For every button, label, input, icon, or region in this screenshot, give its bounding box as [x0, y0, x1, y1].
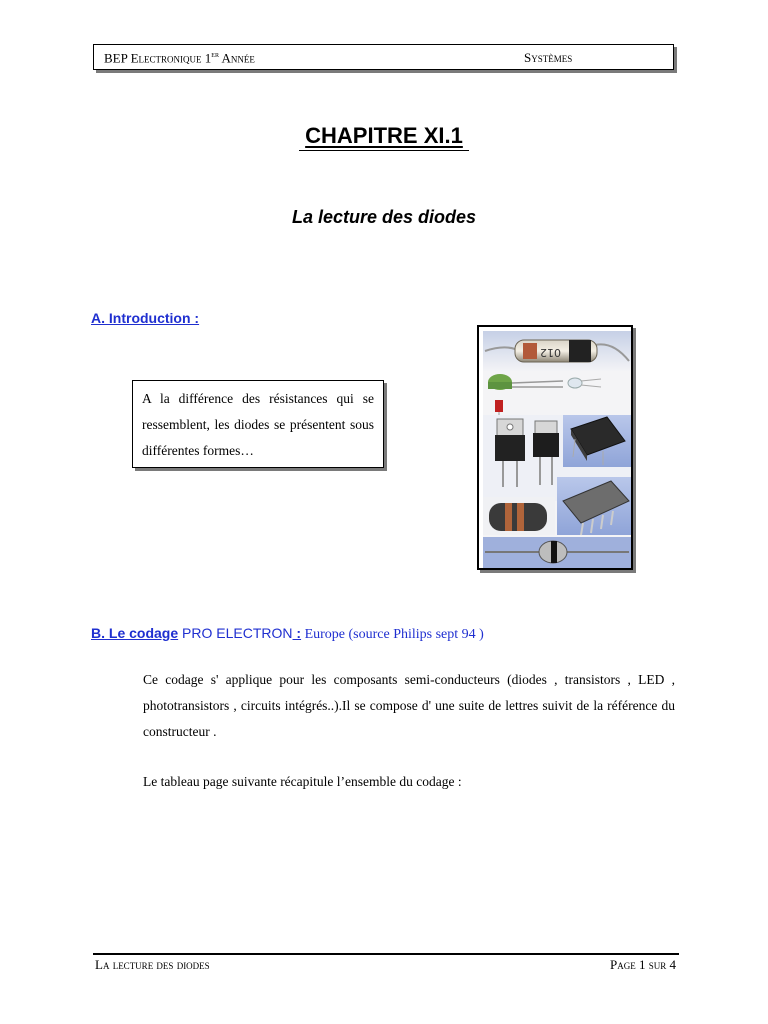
section-a-heading: A. Introduction :: [91, 310, 200, 326]
page-header: [93, 44, 674, 70]
header-course: [104, 50, 255, 66]
footer-rule: [93, 953, 679, 955]
header-course-tail: Année: [218, 50, 255, 66]
chapter-subtitle: La lecture des diodes: [291, 207, 477, 227]
title-double-underline: [299, 150, 469, 151]
footer-title: La lecture des diodes: [95, 957, 210, 972]
coding-paragraph: Ce codage s' applique pour les composants semi-conducteurs (diodes , transistors , LED , phototransistors , circuits intégrés..).Il se compose d' une suite de lettres suivit de la référence du constructeur .: [143, 672, 675, 739]
section-b-source: Europe (source Philips sept 94 ): [301, 627, 484, 642]
header-course-sup: er: [211, 50, 219, 59]
header-subject: Systèmes: [524, 50, 573, 65]
section-b-pro-electron: PRO ELECTRON: [178, 625, 293, 641]
table-reference-paragraph: Le tableau page suivante récapitule l’ensemble du codage :: [143, 774, 462, 789]
section-b-colon: :: [292, 625, 302, 641]
section-b-heading: [91, 625, 484, 643]
header-course-main: BEP Electronique 1: [104, 50, 212, 66]
diode-marking: 012: [540, 346, 561, 359]
diodes-photo-frame: [477, 325, 633, 570]
diodes-photo: [483, 331, 631, 568]
chapter-title: [0, 123, 768, 151]
intro-text-box: A la différence des résistances qui se ressemblent, les diodes se présentent sous différentes formes…: [132, 380, 384, 468]
chapter-title-text: CHAPITRE XI.1: [305, 123, 463, 148]
section-b-label: B. Le codage: [91, 625, 179, 641]
footer-page-number: Page 1 sur 4: [610, 957, 676, 972]
